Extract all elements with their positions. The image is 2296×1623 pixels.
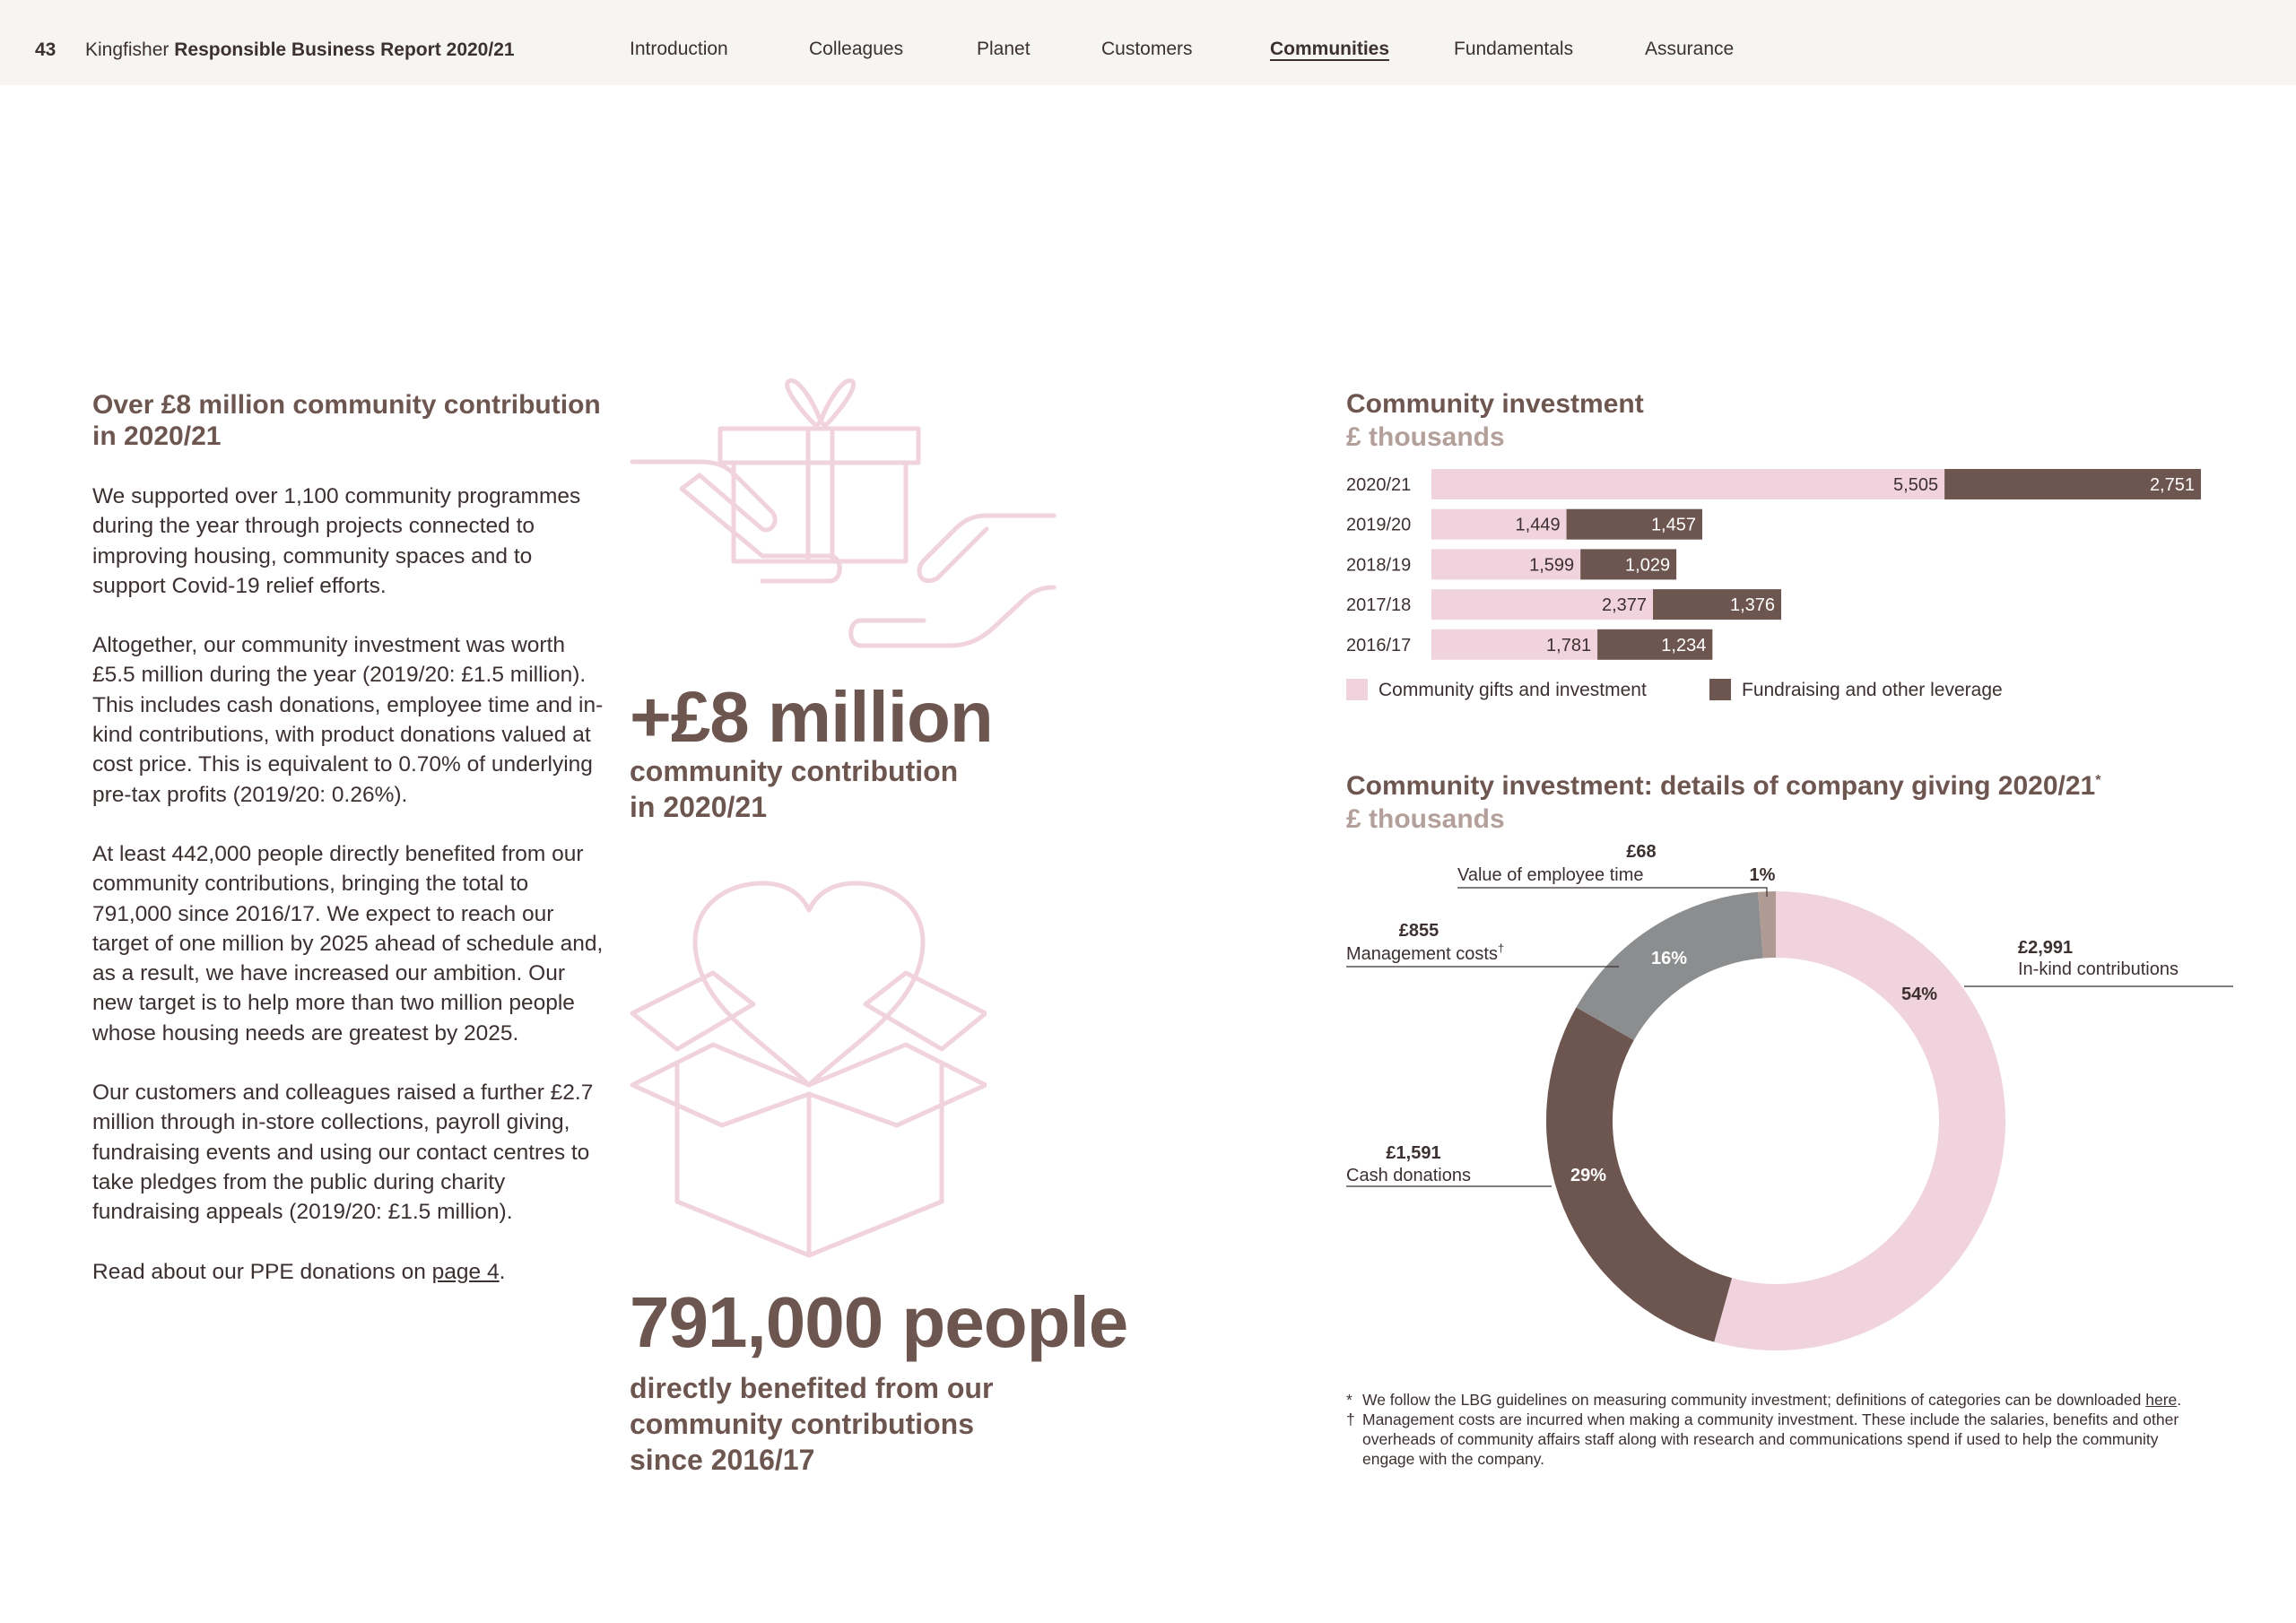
donut-chart-title: Community investment: details of company giving 2020/21* [1346, 771, 2101, 801]
donut-value-label: £855 [1398, 921, 1439, 941]
bar-value-label: 1,457 [1650, 515, 1697, 535]
donut-chart-unit: £ thousands [1346, 804, 1505, 834]
donut-percent-label: 16% [1650, 949, 1688, 968]
nav-communities[interactable]: Communities [1270, 39, 1390, 59]
paragraph-beneficiaries: At least 442,000 people directly benefited from our community contributions, bringing the total to 791,000 since 2016/17. We expect to reach our target of one million by 2025 ahead of schedule and, as a result, we have increased our ambition. Our new target is to help more than two million people whose housing needs are greatest by 2025. [92, 841, 604, 1046]
donut-category-label: Management costs† [1346, 942, 1505, 964]
body-text [92, 482, 604, 1316]
nav-assurance[interactable]: Assurance [1645, 39, 1735, 59]
donut-percent-label: 1% [1749, 865, 1776, 885]
paragraph-ppe: Read about our PPE donations on page 4. [92, 1259, 506, 1284]
legend-community-gifts: Community gifts and investment [1346, 679, 1647, 701]
gift-in-hands-icon [628, 377, 1058, 655]
bar-category-label: 2020/21 [1346, 475, 1412, 495]
donut-value-label: £1,591 [1386, 1143, 1441, 1163]
bar-chart-unit: £ thousands [1346, 422, 1505, 452]
stat-people-benefited-label: directly benefited from our community contributions since 2016/17 [630, 1372, 994, 1476]
footnote-management-costs: † Management costs are incurred when making a community investment. These include the salaries, benefits and other overheads of community affairs staff along with research and communications spend if used to help the community engage with the company. [1346, 1410, 2179, 1468]
bar-value-label: 2,751 [2149, 475, 2195, 495]
nav-planet[interactable]: Planet [977, 39, 1031, 59]
bar-value-label: 1,234 [1661, 635, 1707, 655]
footnotes [1346, 1390, 2189, 1469]
bar-category-label: 2016/17 [1346, 635, 1412, 655]
bar-category-label: 2018/19 [1346, 555, 1412, 576]
donut-percent-label: 54% [1900, 985, 1938, 1004]
section-heading: Over £8 million community contribution in 2020/21 [92, 390, 601, 451]
company-giving-donut-chart [1336, 825, 2233, 1381]
bar-value-label: 1,599 [1529, 555, 1575, 576]
bar-chart-title: Community investment [1346, 389, 1644, 419]
paragraph-programmes: We supported over 1,100 community programmes during the year through projects connected to improving housing, community spaces and to support Covid-19 relief efforts. [92, 484, 581, 598]
top-navigation-bar [0, 0, 2296, 85]
nav-introduction[interactable]: Introduction [630, 39, 728, 59]
heart-in-box-icon [628, 879, 987, 1260]
bar-value-label: 5,505 [1893, 475, 1939, 495]
nav-fundamentals[interactable]: Fundamentals [1454, 39, 1574, 59]
nav-customers[interactable]: Customers [1101, 39, 1193, 59]
bar-value-label: 1,376 [1729, 595, 1776, 616]
donut-percent-label: 29% [1570, 1166, 1607, 1185]
page-4-link[interactable]: page 4 [431, 1259, 500, 1284]
bar-value-label: 1,781 [1546, 635, 1592, 655]
footnote-lbg: * We follow the LBG guidelines on measuring community investment; definitions of categories can be downloaded here. [1346, 1391, 2182, 1409]
paragraph-fundraising: Our customers and colleagues raised a further £2.7 million through in-store collections, payroll giving, fundraising events and using our contact centres to take pledges from the public during charity fundraising appeals (2019/20: £1.5 million). [92, 1081, 594, 1225]
bar-value-label: 1,449 [1515, 515, 1561, 535]
lbg-guidelines-link[interactable]: here [2145, 1391, 2178, 1409]
report-name: Responsible Business Report 2020/21 [174, 39, 515, 60]
legend-swatch-dark [1709, 679, 1731, 700]
donut-category-label: Value of employee time [1457, 865, 1644, 885]
legend-fundraising: Fundraising and other leverage [1709, 679, 2003, 701]
paragraph-investment: Altogether, our community investment was worth £5.5 million during the year (2019/20: £1.5 million). This includes cash donations, employee time and in-kind contributions, with product donations valued at cost price. This is equivalent to 0.70% of underlying pre-tax profits (2019/20: 0.26%). [92, 633, 604, 807]
community-investment-bar-chart [1336, 457, 2233, 673]
bar-community-gifts [1431, 469, 1944, 499]
report-brand: Kingfisher [85, 39, 170, 60]
donut-value-label: £2,991 [2018, 938, 2074, 958]
donut-category-label: In-kind contributions [2018, 959, 2179, 979]
stat-community-contribution-label: community contribution in 2020/21 [630, 755, 959, 823]
report-title [85, 39, 515, 61]
stat-people-benefited-value: 791,000 people [630, 1282, 1128, 1362]
bar-value-label: 2,377 [1601, 595, 1648, 616]
bar-value-label: 1,029 [1625, 555, 1671, 576]
nav-colleagues[interactable]: Colleagues [809, 39, 904, 59]
legend-swatch-light [1346, 679, 1368, 700]
page-number: 43 [35, 39, 57, 60]
donut-category-label: Cash donations [1346, 1166, 1471, 1185]
donut-value-label: £68 [1626, 842, 1657, 862]
bar-category-label: 2019/20 [1346, 515, 1412, 535]
donut-leader-line [1457, 888, 1767, 897]
donut-slice-in-kind-contributions [1714, 891, 2005, 1350]
bar-category-label: 2017/18 [1346, 595, 1412, 616]
stat-community-contribution-value: +£8 million [630, 677, 993, 757]
